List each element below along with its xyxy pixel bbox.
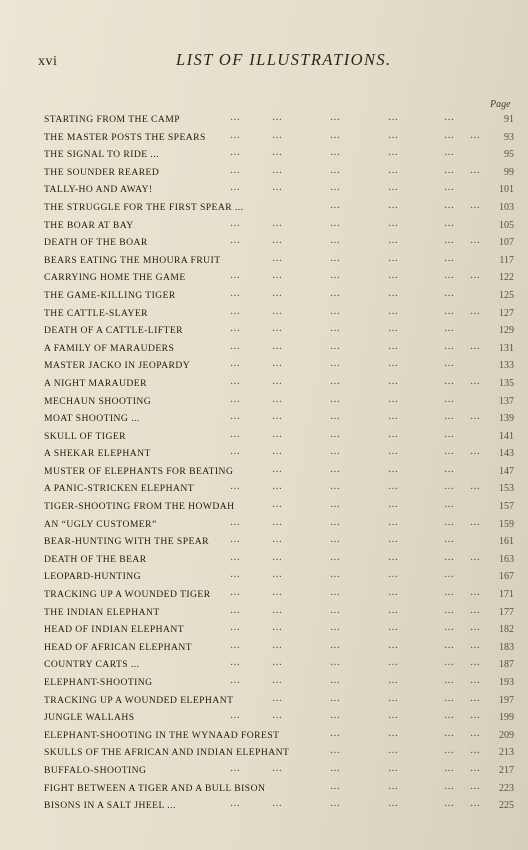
list-item: [0, 587, 528, 605]
entry-page-number: 117: [499, 254, 514, 266]
entry-title: THE GAME-KILLING TIGER: [44, 289, 176, 301]
list-item: [0, 394, 528, 412]
entry-title: THE STRUGGLE FOR THE FIRST SPEAR ...: [44, 201, 244, 213]
entry-title: HEAD OF INDIAN ELEPHANT: [44, 624, 185, 636]
entry-page-number: 161: [499, 536, 514, 548]
entry-title: THE CATTLE-SLAYER: [44, 307, 149, 319]
entry-page-number: 95: [504, 149, 514, 161]
list-item: [0, 358, 528, 376]
list-item: [0, 798, 528, 816]
entry-page-number: 122: [499, 272, 514, 284]
entry-title: BUFFALO-SHOOTING: [44, 764, 147, 776]
leader-dots: … … … … … …: [230, 129, 481, 141]
entry-title: BEAR-HUNTING WITH THE SPEAR: [44, 536, 210, 548]
list-item: [0, 781, 528, 799]
leader-dots: … … … …: [330, 727, 481, 739]
entry-page-number: 209: [499, 729, 514, 741]
entry-title: MUSTER OF ELEPHANTS FOR BEATING: [44, 465, 234, 477]
entry-title: LEOPARD-HUNTING: [44, 571, 141, 583]
entry-page-number: 223: [499, 782, 514, 794]
entry-title: TIGER-SHOOTING FROM THE HOWDAH: [44, 501, 235, 513]
list-item: [0, 112, 528, 130]
entry-title: MECHAUN SHOOTING: [44, 395, 152, 407]
leader-dots: … … … … … …: [230, 340, 481, 352]
leader-dots: … … … …: [272, 499, 455, 511]
entry-page-number: 159: [499, 518, 514, 530]
entry-page-number: 182: [499, 624, 514, 636]
list-item: [0, 675, 528, 693]
leader-dots: … … … … … …: [230, 639, 481, 651]
list-item: [0, 341, 528, 359]
list-item: [0, 534, 528, 552]
leader-dots: … … … … … …: [230, 446, 481, 458]
entry-title: DEATH OF A CATTLE-LIFTER: [44, 325, 183, 337]
entry-page-number: 153: [499, 483, 514, 495]
list-item: [0, 640, 528, 658]
list-item: [0, 517, 528, 535]
entry-page-number: 137: [499, 395, 514, 407]
entry-title: MOAT SHOOTING ...: [44, 413, 140, 425]
list-item: [0, 323, 528, 341]
entry-title: THE INDIAN ELEPHANT: [44, 606, 160, 618]
entry-page-number: 199: [499, 712, 514, 724]
page-header: [0, 50, 528, 74]
leader-dots: … … … … … …: [230, 270, 481, 282]
entry-page-number: 193: [499, 677, 514, 688]
entry-page-number: 187: [499, 659, 514, 671]
page-number: xvi: [38, 54, 58, 69]
leader-dots: … … … … … …: [230, 305, 481, 317]
entry-title: DEATH OF THE BOAR: [44, 237, 148, 249]
entry-page-number: 133: [499, 360, 514, 372]
leader-dots: … … … … …: [230, 112, 455, 123]
list-item: [0, 569, 528, 587]
entry-page-number: 167: [499, 571, 514, 583]
entry-title: THE BOAR AT BAY: [44, 219, 134, 231]
list-item: [0, 745, 528, 763]
entry-title: STARTING FROM THE CAMP: [44, 114, 181, 125]
list-item: [0, 657, 528, 675]
entry-title: DEATH OF THE BEAR: [44, 553, 147, 565]
entry-page-number: 135: [499, 377, 514, 389]
entry-page-number: 99: [504, 166, 514, 178]
entry-page-number: 157: [499, 501, 514, 513]
list-item: [0, 165, 528, 183]
entry-title: THE SOUNDER REARED: [44, 166, 160, 178]
leader-dots: … … … … …: [230, 428, 455, 440]
list-item: [0, 710, 528, 728]
leader-dots: … … … … … …: [230, 657, 481, 669]
list-item: [0, 218, 528, 236]
leader-dots: … … … … … …: [230, 675, 481, 686]
entry-page-number: 183: [499, 641, 514, 653]
entry-title: BISONS IN A SALT JHEEL ...: [44, 800, 176, 812]
entry-page-number: 103: [499, 201, 514, 213]
list-item: [0, 182, 528, 200]
list-item: [0, 235, 528, 253]
list-item: [0, 763, 528, 781]
leader-dots: … … … … … …: [230, 164, 481, 176]
leader-dots: … … … … … …: [230, 798, 481, 810]
leader-dots: … … … … … …: [230, 604, 481, 616]
entry-page-number: 131: [499, 342, 514, 354]
entry-page-number: 91: [504, 114, 514, 125]
entry-page-number: 197: [499, 694, 514, 706]
entry-page-number: 143: [499, 448, 514, 460]
entry-title: BEARS EATING THE MHOURA FRUIT: [44, 254, 221, 266]
list-item: [0, 728, 528, 746]
leader-dots: … … … … …: [230, 182, 455, 194]
entry-title: HEAD OF AFRICAN ELEPHANT: [44, 641, 193, 653]
entry-page-number: 213: [499, 747, 514, 759]
entry-title: TRACKING UP A WOUNDED TIGER: [44, 589, 211, 601]
list-item: [0, 429, 528, 447]
leader-dots: … … … … … …: [230, 551, 481, 563]
entry-page-number: 217: [499, 764, 514, 776]
leader-dots: … … … … …: [230, 534, 455, 546]
leader-dots: … … … … … …: [230, 587, 481, 599]
list-item: [0, 288, 528, 306]
leader-dots: … … … … … …: [230, 375, 481, 387]
entry-page-number: 139: [499, 413, 514, 425]
leader-dots: … … … … …: [230, 569, 455, 581]
list-item: [0, 693, 528, 711]
entry-title: A NIGHT MARAUDER: [44, 377, 147, 389]
list-item: [0, 481, 528, 499]
leader-dots: … … … … … …: [230, 411, 481, 423]
entry-title: A SHEKAR ELEPHANT: [44, 448, 151, 460]
list-item: [0, 464, 528, 482]
entry-page-number: 129: [499, 325, 514, 337]
entry-title: AN “UGLY CUSTOMER”: [44, 518, 157, 530]
entry-page-number: 101: [499, 184, 514, 196]
page-column-label: Page: [490, 99, 511, 110]
leader-dots: … … … … … …: [230, 235, 481, 247]
list-item: [0, 270, 528, 288]
leader-dots: … … … … …: [230, 358, 455, 370]
entry-title: THE SIGNAL TO RIDE ...: [44, 149, 159, 161]
leader-dots: … … … …: [330, 199, 481, 211]
leader-dots: … … … … … …: [230, 516, 481, 528]
entry-title: A FAMILY OF MARAUDERS: [44, 342, 175, 354]
leader-dots: … … … …: [272, 252, 455, 264]
entry-title: THE MASTER POSTS THE SPEARS: [44, 131, 206, 143]
leader-dots: … … … … …: [272, 692, 481, 704]
list-item: [0, 605, 528, 623]
leader-dots: … … … … …: [230, 217, 455, 229]
entry-page-number: 225: [499, 800, 514, 812]
entry-title: A PANIC-STRICKEN ELEPHANT: [44, 483, 195, 495]
list-item: [0, 130, 528, 148]
entry-title: SKULLS OF THE AFRICAN AND INDIAN ELEPHANT: [44, 747, 290, 759]
list-item: [0, 306, 528, 324]
entry-title: TALLY-HO AND AWAY!: [44, 184, 153, 196]
entry-title: CARRYING HOME THE GAME: [44, 272, 186, 284]
leader-dots: … … … … …: [230, 393, 455, 405]
entry-title: MASTER JACKO IN JEOPARDY: [44, 360, 191, 372]
entry-page-number: 127: [499, 307, 514, 319]
entry-page-number: 147: [499, 465, 514, 477]
illustrations-list: [0, 112, 528, 816]
entry-title: FIGHT BETWEEN A TIGER AND A BULL BISON: [44, 782, 266, 794]
entry-page-number: 105: [499, 219, 514, 231]
leader-dots: … … … … …: [230, 147, 455, 159]
list-item: [0, 552, 528, 570]
entry-title: JUNGLE WALLAHS: [44, 712, 135, 724]
leader-dots: … … … … … …: [230, 710, 481, 722]
leader-dots: … … … … …: [230, 323, 455, 335]
entry-page-number: 163: [499, 553, 514, 565]
entry-title: ELEPHANT-SHOOTING: [44, 677, 153, 688]
leader-dots: … … … …: [330, 745, 481, 757]
entry-page-number: 93: [504, 131, 514, 143]
leader-dots: … … … … … …: [230, 481, 481, 493]
list-item: [0, 622, 528, 640]
leader-dots: … … … … … …: [230, 762, 481, 774]
leader-dots: … … … …: [272, 463, 455, 475]
list-item: [0, 147, 528, 165]
leader-dots: … … … … …: [230, 287, 455, 299]
list-item: [0, 446, 528, 464]
entry-page-number: 171: [499, 589, 514, 601]
page-title: LIST OF ILLUSTRATIONS.: [176, 50, 392, 69]
entry-page-number: 107: [499, 237, 514, 249]
entry-title: ELEPHANT-SHOOTING IN THE WYNAAD FOREST: [44, 729, 280, 741]
list-item: [0, 499, 528, 517]
entry-page-number: 141: [499, 430, 514, 442]
list-item: [0, 200, 528, 218]
list-item: [0, 253, 528, 271]
entry-title: TRACKING UP A WOUNDED ELEPHANT: [44, 694, 234, 706]
entry-page-number: 125: [499, 289, 514, 301]
entry-title: COUNTRY CARTS ...: [44, 659, 140, 671]
entry-title: SKULL OF TIGER: [44, 430, 126, 442]
leader-dots: … … … …: [330, 780, 481, 792]
leader-dots: … … … … … …: [230, 622, 481, 634]
entry-page-number: 177: [499, 606, 514, 618]
list-item: [0, 411, 528, 429]
list-item: [0, 376, 528, 394]
